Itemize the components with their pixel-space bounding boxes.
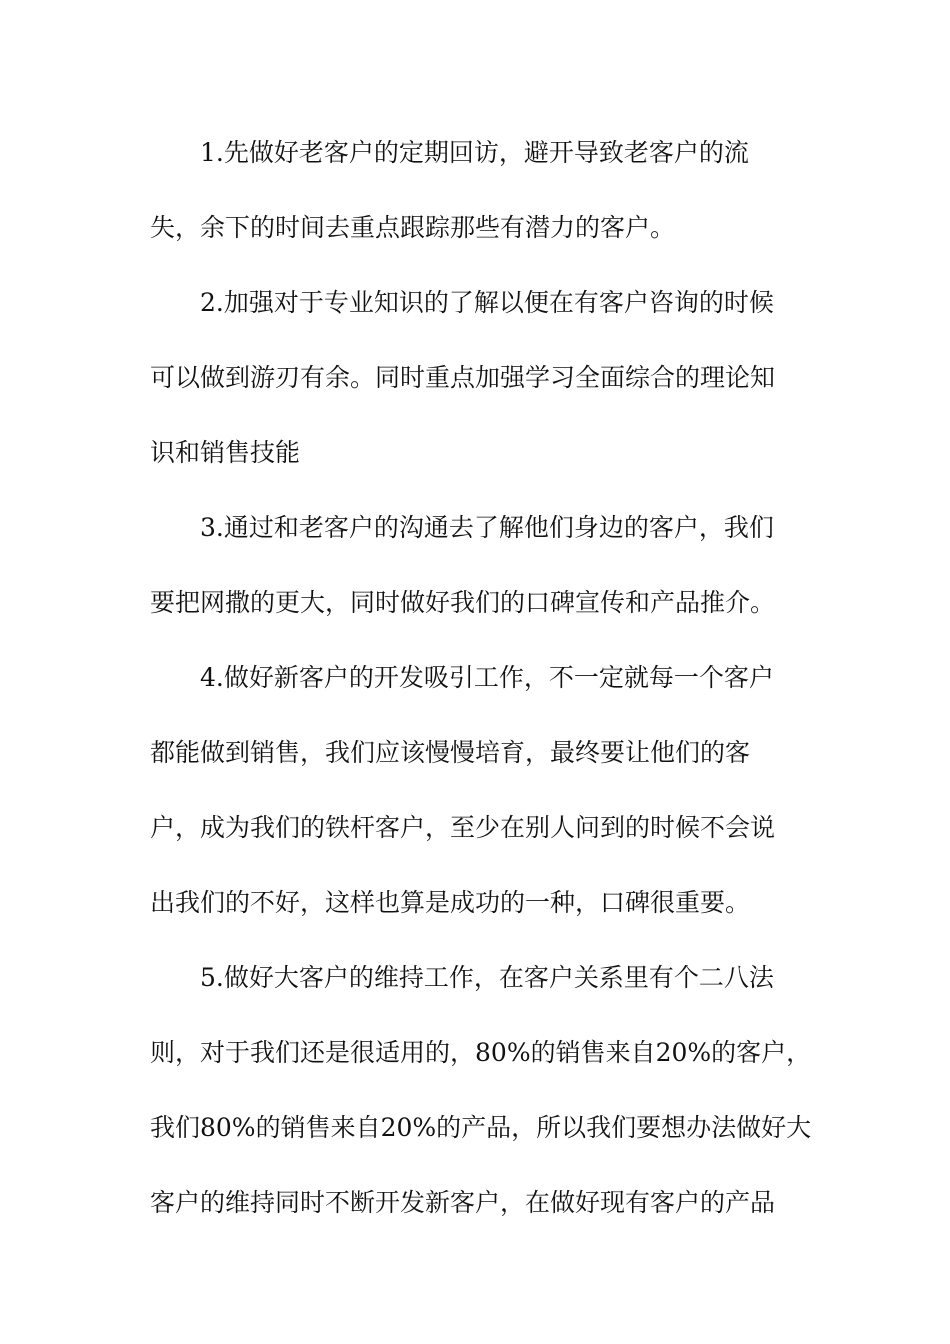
paragraph-5-line-3: 我们80%的销售来自20%的产品，所以我们要想办法做好大 bbox=[150, 1113, 812, 1142]
paragraph-5-line-1: 5.做好大客户的维持工作，在客户关系里有个二八法 bbox=[200, 963, 774, 992]
paragraph-4-line-1: 4.做好新客户的开发吸引工作，不一定就每一个客户 bbox=[200, 663, 774, 692]
paragraph-2-line-1: 2.加强对于专业知识的了解以便在有客户咨询的时候 bbox=[200, 288, 774, 317]
paragraph-5-line-4: 客户的维持同时不断开发新客户，在做好现有客户的产品 bbox=[150, 1188, 776, 1217]
paragraph-4-line-2: 都能做到销售，我们应该慢慢培育，最终要让他们的客 bbox=[150, 738, 751, 767]
paragraph-4-line-4: 出我们的不好，这样也算是成功的一种，口碑很重要。 bbox=[150, 888, 751, 917]
paragraph-1-line-2: 失，余下的时间去重点跟踪那些有潜力的客户。 bbox=[150, 213, 676, 242]
paragraph-5-line-2: 则，对于我们还是很适用的，80%的销售来自20%的客户， bbox=[150, 1038, 812, 1067]
paragraph-1-line-1: 1.先做好老客户的定期回访，避开导致老客户的流 bbox=[200, 138, 749, 167]
paragraph-3-line-2: 要把网撒的更大，同时做好我们的口碑宣传和产品推介。 bbox=[150, 588, 776, 617]
paragraph-2-line-3: 识和销售技能 bbox=[150, 438, 301, 467]
paragraph-2-line-2: 可以做到游刃有余。同时重点加强学习全面综合的理论知 bbox=[150, 363, 776, 392]
paragraph-4-line-3: 户，成为我们的铁杆客户，至少在别人问到的时候不会说 bbox=[150, 813, 776, 842]
paragraph-3-line-1: 3.通过和老客户的沟通去了解他们身边的客户，我们 bbox=[200, 513, 774, 542]
